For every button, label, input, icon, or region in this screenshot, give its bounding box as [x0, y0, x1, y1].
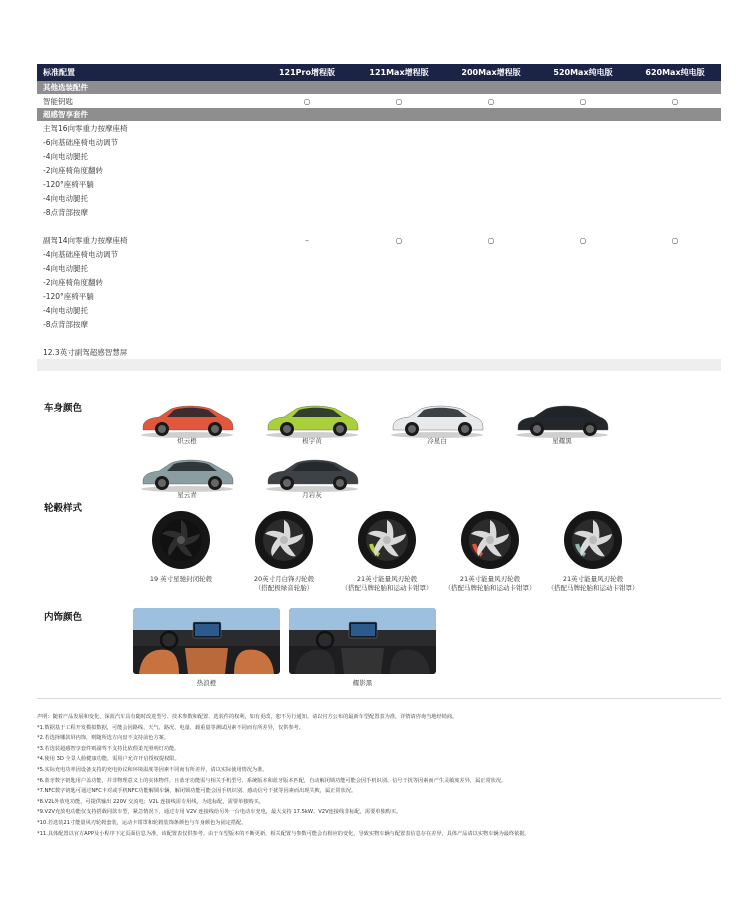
sub-feature-label: -2向座椅角度翻转 — [43, 277, 103, 287]
column-header: 200Max增程版 — [461, 68, 521, 77]
sub-feature — [37, 163, 721, 177]
wheel-image — [254, 510, 314, 570]
footnote-line: *1.数据基于工程开发模拟数据，可能会因路线、天气、路况、电量、载重量等测试因素不同而有所差异，仅供参考。 — [37, 724, 304, 731]
sub-feature — [37, 247, 721, 261]
sub-feature — [37, 303, 721, 317]
row-value: ○ — [579, 96, 587, 106]
column-header: 121Pro增程版 — [278, 68, 335, 77]
column-header: 520Max纯电版 — [553, 68, 613, 77]
sub-feature-label: -8点背部按摩 — [43, 319, 88, 329]
sub-feature — [37, 135, 721, 149]
row-value: ○ — [487, 96, 495, 106]
sub-feature — [37, 275, 721, 289]
sub-feature-label: -4向基础座椅电动调节 — [43, 249, 118, 259]
row-value: ○ — [671, 235, 679, 245]
sub-feature — [37, 177, 721, 191]
footnote-line: *3.若选装超感智享套件则副驾不支持比依偎柔光照明灯功能。 — [37, 745, 180, 752]
sub-feature-label: -120°座椅平躺 — [43, 179, 94, 189]
sub-feature-label: -4向电动腿托 — [43, 193, 88, 203]
section-title: 其他选装配件 — [37, 81, 721, 94]
interior-image — [289, 608, 436, 674]
row-value: ○ — [395, 235, 403, 245]
wheel-image — [563, 510, 623, 570]
body-colors-title: 车身颜色 — [44, 403, 83, 414]
row-value: ○ — [487, 235, 495, 245]
sub-feature — [37, 317, 721, 331]
car-color-name: 冷星白 — [427, 437, 447, 445]
row-value: – — [305, 235, 309, 245]
row-label: 主驾16向零重力按摩座椅 — [43, 123, 128, 133]
footnote-line: *2.若选择哪款屏内饰，则随所选方向盘不支持前色方案。 — [37, 735, 170, 742]
sub-feature — [37, 149, 721, 163]
car-color-name: 极宇黄 — [302, 437, 322, 445]
sub-feature-label: -4向电动腿托 — [43, 151, 88, 161]
row-label: 12.3英寸副驾超感智慧屏 — [43, 347, 128, 357]
car-swatch-image — [137, 397, 237, 439]
table-row — [37, 345, 721, 359]
footnote-line: *6.蓝牙数字钥匙用户盖功能，并非物理意义上的实体物件，且蓝牙功能需与相关手机型号、系统版本和蓝牙版本匹配，自动解闭锁功能可能会因手机识别、信号干扰等因素而产生灵敏度差异，属正常状况。 — [37, 777, 507, 784]
wheel-image — [460, 510, 520, 570]
interior-color-name: 热浪橙 — [196, 679, 217, 687]
car-swatch-image — [262, 397, 362, 439]
row-value: ○ — [671, 96, 679, 106]
wheels-title: 轮毂样式 — [44, 503, 83, 514]
car-swatch-image — [387, 397, 487, 439]
car-color-name: 星耀黑 — [552, 437, 572, 445]
interior-image — [133, 608, 280, 674]
divider — [37, 698, 721, 699]
car-color-name: 星云青 — [177, 491, 197, 499]
sub-feature-label: -2向座椅角度翻转 — [43, 165, 103, 175]
footnote-line: *7.NFC数字钥匙可通过NFC卡对或手机NFC功能解锁车辆，解闭锁功能可能会因手机识别、感动信号干扰等因素而出现失败，属正常状况。 — [37, 788, 357, 795]
wheel-image — [151, 510, 211, 570]
wheel-caption: 21英寸能量风刃轮毂 （搭配马牌轮胎和运动卡钳罩） — [341, 575, 433, 592]
footnote-line: *10.若选装21寸能量风刃轮毂套装，运动卡钳罩和轮毂装饰条颜色与车身颜色为固定搭配。 — [37, 819, 247, 826]
column-header: 620Max纯电版 — [645, 68, 705, 77]
sub-feature — [37, 289, 721, 303]
footnote-line: *11.具体配置以官方APP及小程序下定页面信息为准，该配置表仅供参考。由于车型版本的不断更新，相关配置与参数可能会有相应的变化，导致实物车辆与配置表信息存在差异，具体产品请以实物车辆为最终依据。 — [37, 830, 530, 837]
row-value: ○ — [395, 96, 403, 106]
wheel-caption: 20英寸月白锋刃轮毂 （搭配极绿音轮胎） — [253, 575, 315, 592]
sub-feature — [37, 191, 721, 205]
car-color-name: 炽云橙 — [177, 437, 197, 445]
sub-feature-label: -120°座椅平躺 — [43, 291, 94, 301]
sub-feature-label: -4向电动腿托 — [43, 263, 88, 273]
interior-color-name: 耀影黑 — [352, 679, 373, 687]
row-label: 智能钥匙 — [43, 96, 73, 106]
table-row — [37, 121, 721, 135]
spec-table — [37, 64, 721, 371]
sub-feature-label: -4向电动腿托 — [43, 305, 88, 315]
footnotes — [37, 712, 721, 839]
footnote-line: 声明：随着产品发展和变化，深蓝汽车具有随时改进型号、技术参数和配置、选装件的权利，如有更改，恕不另行通知。请以官方公布的最新车型配置表为准，详情请咨询当地经销商。 — [37, 714, 458, 720]
car-color-name: 月岩灰 — [302, 491, 322, 499]
interior-title: 内饰颜色 — [44, 612, 83, 623]
wheel-caption: 21英寸能量风刃轮毂 （搭配马牌轮胎和运动卡钳罩） — [547, 575, 639, 592]
table-footer-bar — [37, 359, 721, 371]
car-swatch-image — [137, 451, 237, 493]
sub-feature — [37, 205, 721, 219]
wheel-caption: 21英寸能量风刃轮毂 （搭配马牌轮胎和运动卡钳罩） — [444, 575, 536, 592]
section-title: 超感智享套件 — [37, 108, 721, 121]
wheel-image — [357, 510, 417, 570]
footnote-line: *4.使用 3D 全景人脸健康功能，需用户允许开启授权提权限。 — [37, 756, 180, 763]
footnote-line: *8.V2L外放电功能，可提供输出 220V 交流电；V2L 连接线需专用线，为选标配，需要单独购买。 — [37, 798, 264, 805]
column-header: 121Max增程版 — [369, 68, 429, 77]
wheel-caption: 19 英寸星驰封闭轮毂 — [149, 575, 213, 583]
table-row — [37, 94, 721, 108]
sub-feature — [37, 261, 721, 275]
car-swatch-image — [512, 397, 612, 439]
table-header — [37, 64, 721, 81]
sub-feature-label: -6向基础座椅电动调节 — [43, 137, 118, 147]
row-value: ○ — [303, 96, 311, 106]
row-label: 副驾14向零重力按摩座椅 — [43, 235, 128, 245]
sub-feature-label: -8点背部按摩 — [43, 207, 88, 217]
footnote-line: *9.V2V充放电功能仅支持搭载同款车型，紧急情况下，通过专用 V2V 连接线给另外一台电动车充电，最大支持 17.5kW。V2V连接线非标配，需要单独购买。 — [37, 809, 402, 816]
table-row — [37, 233, 721, 247]
header-label: 标准配置 — [43, 68, 75, 77]
footnote-line: *5.实际充电功率因设备支持的充电协议和环境温度等因素不同而有所差异，请以实际使用情况为准。 — [37, 766, 268, 773]
car-swatch-image — [262, 451, 362, 493]
row-value: ○ — [579, 235, 587, 245]
